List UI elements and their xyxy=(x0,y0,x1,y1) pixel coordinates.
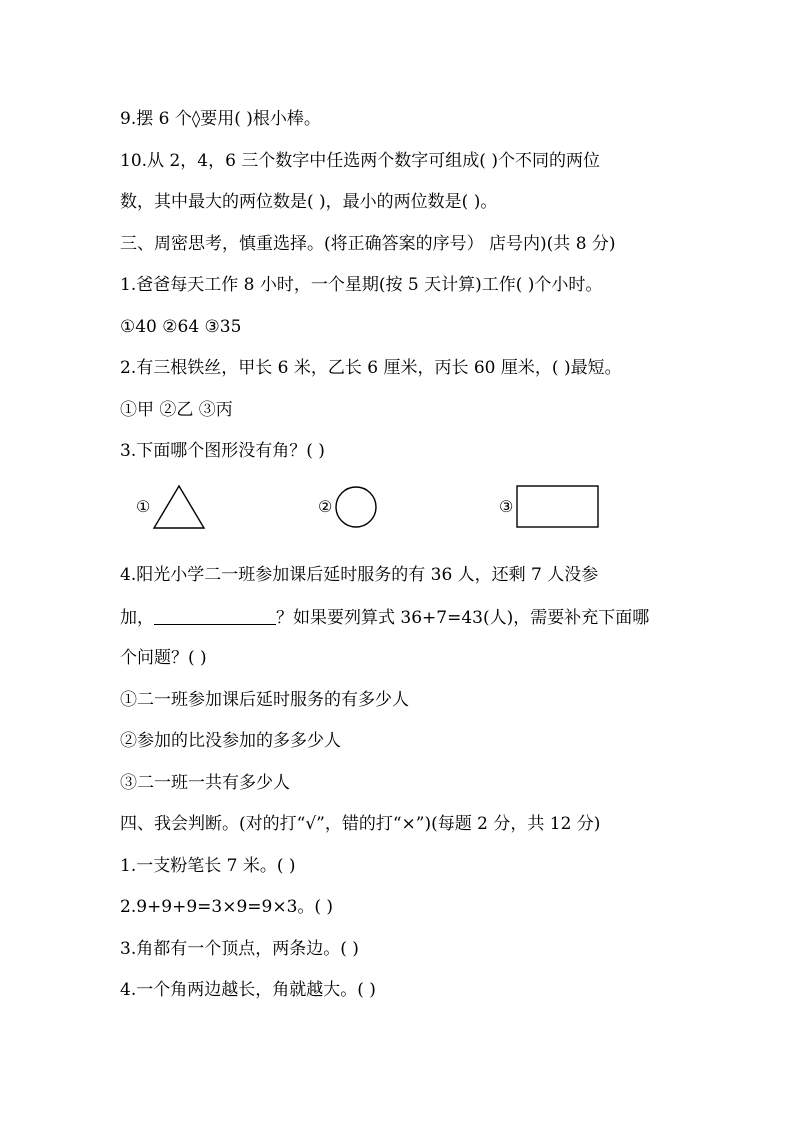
section-3-title: 三、周密思考，慎重选择。(将正确答案的序号） 店号内)(共 8 分) xyxy=(120,234,616,254)
q4-line2-prefix: 加， xyxy=(120,608,154,628)
section-4-question-4: 4.一个角两边越长，角就越大。( ) xyxy=(120,980,376,1000)
section-4-question-1: 1.一支粉笔长 7 米。( ) xyxy=(120,856,296,876)
section-4-question-2: 2.9+9+9=3×9=9×3。( ) xyxy=(120,897,334,917)
section-3-question-4-option-3: ③二一班一共有多少人 xyxy=(120,773,290,793)
section-3-question-3: 3.下面哪个图形没有角？( ) xyxy=(120,441,325,461)
section-3-question-2: 2.有三根铁丝，甲长 6 米，乙长 6 厘米，丙长 60 厘米，( )最短。 xyxy=(120,358,622,378)
triangle-shape xyxy=(152,484,206,530)
section-3-question-4-line2 xyxy=(120,606,649,629)
question-10-line1: 10.从 2，4，6 三个数字中任选两个数字可组成( )个不同的两位 xyxy=(120,151,600,171)
section-3-question-4-option-2: ②参加的比没参加的多多少人 xyxy=(120,731,341,751)
rectangle-shape xyxy=(516,485,600,529)
shape-label-2: ② xyxy=(318,497,333,516)
shape-label-3: ③ xyxy=(499,497,514,516)
question-10-line2: 数，其中最大的两位数是( )，最小的两位数是( )。 xyxy=(120,192,498,212)
question-9: 9.摆 6 个◊要用( )根小棒。 xyxy=(120,109,321,129)
section-3-question-1: 1.爸爸每天工作 8 小时，一个星期(按 5 天计算)工作( )个小时。 xyxy=(120,275,603,295)
circle-shape xyxy=(334,485,378,529)
section-3-question-1-options: ①40 ②64 ③35 xyxy=(120,317,242,337)
section-3-question-4-line1: 4.阳光小学二一班参加课后延时服务的有 36 人，还剩 7 人没参 xyxy=(120,565,599,585)
section-3-question-4-option-1: ①二一班参加课后延时服务的有多少人 xyxy=(120,690,409,710)
q4-line2-suffix: ？如果要列算式 36+7=43(人)，需要补充下面哪 xyxy=(276,608,650,628)
section-3-question-4-line3: 个问题？( ) xyxy=(120,648,207,668)
section-4-title: 四、我会判断。(对的打“√”，错的打“×”)(每题 2 分，共 12 分) xyxy=(120,814,601,834)
section-4-question-3: 3.角都有一个顶点，两条边。( ) xyxy=(120,939,359,959)
section-3-question-2-options: ①甲 ②乙 ③丙 xyxy=(120,400,233,420)
answer-blank xyxy=(154,606,276,625)
shape-label-1: ① xyxy=(136,497,151,516)
